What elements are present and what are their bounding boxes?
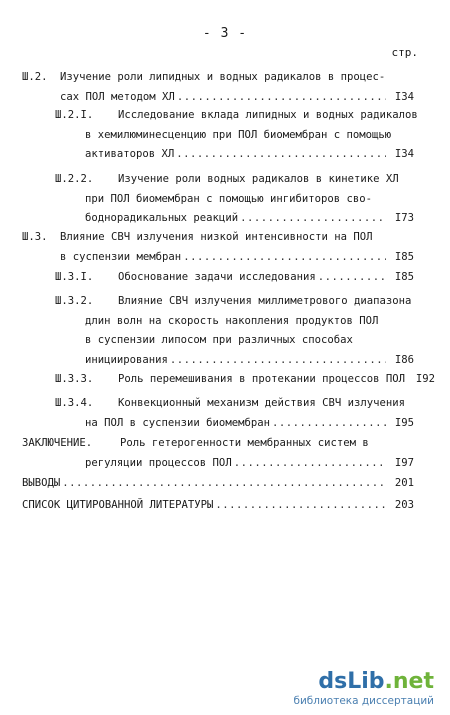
toc-page-number: I85: [394, 250, 414, 263]
watermark-logo-text: dsLib: [318, 669, 385, 694]
toc-entry-text: в хемилюминесценцию при ПОЛ биомембран с помощью: [85, 128, 392, 141]
toc-line: [22, 70, 386, 84]
toc-entry-text: Влияние СВЧ излучения низкой интенсивности на ПОЛ: [60, 231, 373, 243]
toc-leader-dots: [318, 270, 386, 284]
toc-leader-dots: [176, 147, 386, 161]
page-column-header: стр.: [391, 46, 418, 59]
toc-entry-text: Конвекционный механизм действия СВЧ излучения: [118, 397, 406, 409]
toc-section-number: Ш.2.: [22, 71, 48, 83]
toc-page-number: I34: [394, 90, 414, 103]
toc-leader-dots: [272, 416, 386, 430]
toc-entry-text: ВЫВОДЫ: [22, 477, 61, 489]
watermark-subtitle: библиотека диссертаций: [293, 695, 434, 707]
toc-leader-dots: [177, 90, 386, 104]
toc-page-number: I95: [394, 416, 414, 429]
toc-line: [60, 250, 414, 264]
toc-page-number: I86: [394, 353, 414, 366]
toc-line: [60, 90, 414, 104]
toc-leader-dots: [215, 498, 386, 512]
watermark-logo-tld: .net: [384, 669, 434, 694]
toc-line: [55, 172, 399, 186]
toc-leader-dots: [234, 456, 386, 470]
toc-line: [55, 108, 418, 122]
toc-section-number: Ш.3.2.: [55, 295, 94, 307]
toc-leader-dots: [240, 211, 386, 225]
toc-line: [85, 456, 414, 470]
watermark-logo: [293, 671, 434, 693]
toc-section-number: Ш.3.I.: [55, 271, 94, 283]
toc-line: [55, 294, 412, 308]
toc-entry-text: Роль гетерогенности мембранных систем в: [120, 437, 369, 449]
toc-entry-text: Роль перемешивания в протекании процессов ПОЛ: [118, 373, 406, 385]
watermark: [293, 671, 434, 707]
toc-leader-dots: [62, 476, 386, 490]
toc-line: [85, 211, 414, 225]
toc-line: [85, 192, 372, 206]
toc-line: [85, 147, 414, 161]
toc-line: [55, 270, 414, 284]
toc-line: [55, 372, 436, 386]
toc-entry-text: боднорадикальных реакций: [85, 212, 239, 224]
toc-entry-text: при ПОЛ биомембран с помощью ингибиторов сво-: [85, 192, 373, 205]
toc-page-number: 203: [394, 499, 414, 511]
toc-section-number: ЗАКЛЮЧЕНИЕ.: [22, 437, 93, 449]
toc-entry-text: Изучение роли липидных и водных радикалов в процес-: [60, 71, 386, 83]
toc-page-number: 201: [394, 477, 414, 489]
toc-line: [22, 230, 373, 244]
toc-line: [22, 498, 414, 512]
toc-leader-dots: [170, 353, 386, 367]
toc-line: [85, 333, 353, 347]
toc-line: [85, 353, 414, 367]
toc-entry-text: Исследование вклада липидных и водных радикалов: [118, 109, 418, 121]
toc-entry-text: регуляции процессов ПОЛ: [85, 456, 232, 469]
toc-entry-text: Изучение роли водных радикалов в кинетике ХЛ: [118, 173, 399, 185]
toc-line: [85, 416, 414, 430]
toc-section-number: Ш.2.I.: [55, 109, 94, 121]
toc-line: [22, 436, 369, 450]
toc-section-number: Ш.3.4.: [55, 397, 94, 409]
toc-line: [22, 476, 414, 490]
toc-entry-text: на ПОЛ в суспензии биомембран: [85, 416, 270, 429]
toc-section-number: Ш.3.3.: [55, 373, 94, 385]
toc-entry-text: инициирования: [85, 353, 168, 366]
toc-line: [55, 396, 406, 410]
toc-page-number: I92: [415, 373, 436, 385]
toc-entry-text: в суспензии мембран: [60, 250, 182, 263]
page-number: - 3 -: [202, 26, 248, 41]
toc-section-number: Ш.3.: [22, 231, 48, 243]
toc-page-number: I73: [394, 212, 414, 224]
toc-leader-dots: [183, 250, 386, 264]
toc-entry-text: сах ПОЛ методом ХЛ: [60, 90, 175, 103]
toc-line: [85, 128, 391, 142]
toc-line: [85, 314, 378, 328]
toc-entry-text: в суспензии липосом при различных способах: [85, 334, 353, 346]
toc-section-number: Ш.2.2.: [55, 173, 94, 185]
toc-page-number: I97: [394, 456, 414, 469]
toc-entry-text: Обоснование задачи исследования: [118, 271, 316, 283]
toc-page-number: I85: [394, 271, 414, 283]
toc-entry-text: Влияние СВЧ излучения миллиметрового диапазона: [118, 295, 412, 307]
toc-page-number: I34: [394, 148, 414, 160]
toc-entry-text: активаторов ХЛ: [85, 148, 175, 160]
toc-entry-text: длин волн на скорость накопления продуктов ПОЛ: [85, 314, 379, 327]
toc-entry-text: СПИСОК ЦИТИРОВАННОЙ ЛИТЕРАТУРЫ: [22, 499, 214, 511]
